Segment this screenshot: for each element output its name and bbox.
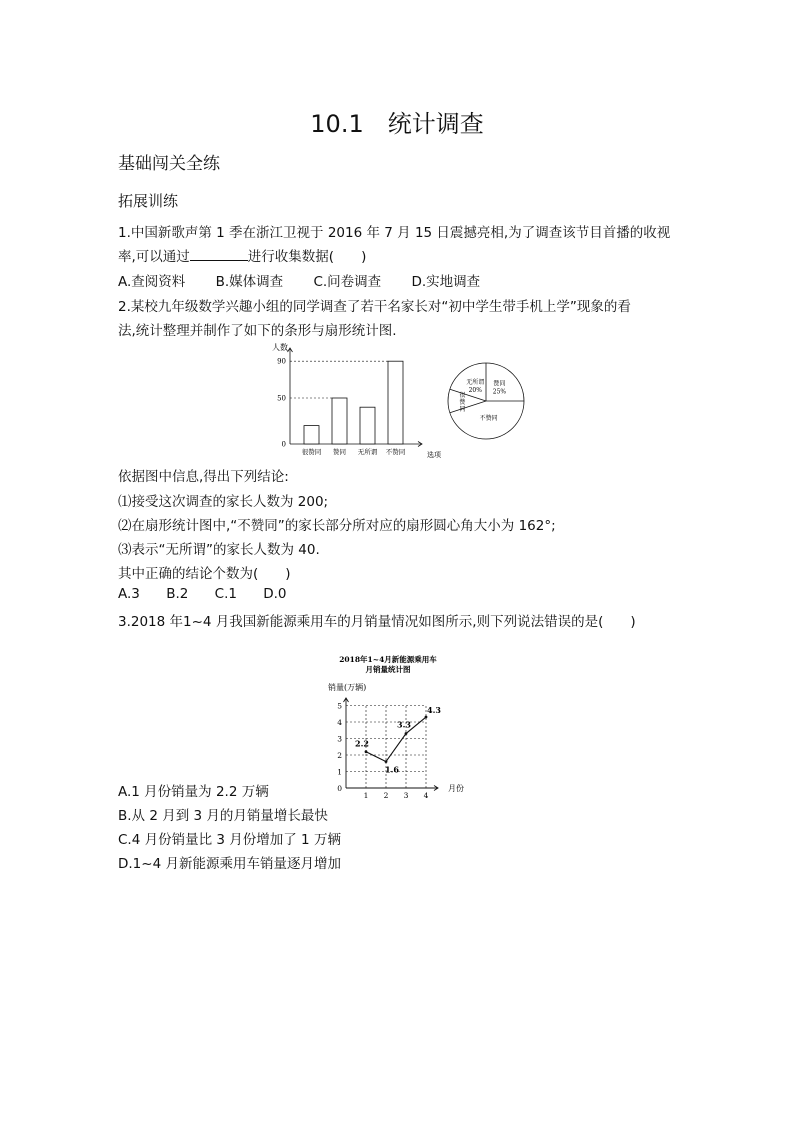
bar [332, 398, 347, 444]
bar-ytick-label: 50 [277, 394, 286, 403]
line-point-label: 1.6 [385, 764, 399, 775]
page-title: 10.1 统计调查 [310, 110, 484, 138]
line-xtick-label: 4 [423, 791, 429, 800]
q1-option-b[interactable]: B.媒体调查 [215, 274, 284, 290]
pie-slice-label: 同 [459, 406, 466, 413]
q2-statement-1: ⑴接受这次调查的家长人数为 200; [118, 494, 329, 510]
line-point-label: 4.3 [427, 705, 441, 716]
q1-option-a[interactable]: A.查阅资料 [118, 274, 186, 290]
q3-option-d[interactable]: D.1~4 月新能源乘用车销量逐月增加 [118, 856, 341, 872]
bar-chart-plot [272, 342, 442, 459]
pie-slice-percent: 20% [468, 387, 482, 395]
q2-option-d[interactable]: D.0 [263, 586, 287, 602]
line-xtick-label: 2 [383, 791, 389, 800]
line-xtick-label: 3 [403, 791, 409, 800]
line-ytick-label: 2 [337, 751, 342, 760]
q1-option-c[interactable]: C.问卷调查 [313, 274, 382, 290]
bar [388, 361, 403, 444]
pie-slice-label: 赞 [459, 399, 466, 406]
bar-category-label: 无所谓 [357, 448, 378, 456]
q3-option-a[interactable]: A.1 月份销量为 2.2 万辆 [118, 784, 269, 800]
pie-chart-plot [448, 363, 524, 439]
q1-line2-pre: 率,可以通过 [118, 249, 190, 265]
q3-option-b[interactable]: B.从 2 月到 3 月的月销量增长最快 [118, 808, 328, 824]
line-point [385, 760, 388, 763]
line-point-label: 2.2 [355, 738, 369, 749]
q2-question: 其中正确的结论个数为( ) [118, 566, 291, 582]
bar-ytick-label: 90 [277, 357, 286, 366]
line-ytick-label: 4 [337, 718, 342, 727]
line-chart-plot [337, 698, 441, 800]
q1-line1: 1.中国新歌声第 1 季在浙江卫视于 2016 年 7 月 15 日震撼亮相,为了调查该节目首播的收视 [118, 225, 671, 241]
bar-category-label: 不赞同 [385, 448, 406, 456]
bar-category-label: 很赞同 [301, 448, 322, 456]
pie-slice-label: 很 [459, 392, 466, 399]
line-ytick-label: 1 [337, 767, 342, 777]
bar-ylabel: 人数 [272, 343, 288, 352]
line-ytick-label: 0 [337, 784, 342, 793]
q3-line1: 3.2018 年1~4 月我国新能源乘用车的月销量情况如图所示,则下列说法错误的是( ) [118, 614, 636, 630]
q2-option-b[interactable]: B.2 [166, 586, 189, 602]
q2-statement-2: ⑵在扇形统计图中,“不赞同”的家长部分所对应的扇形圆心角大小为 162°; [118, 518, 556, 534]
bar-ytick-label: 0 [281, 440, 286, 449]
line-ytick-label: 5 [337, 701, 342, 711]
line-ytick-label: 3 [337, 734, 342, 744]
q2-line2: 法,统计整理并制作了如下的条形与扇形统计图. [118, 323, 397, 339]
q2-options [118, 586, 309, 602]
answer-blank[interactable] [190, 248, 248, 261]
q2-line1: 2.某校九年级数学兴趣小组的同学调查了若干名家长对“初中学生带手机上学”现象的看 [118, 299, 631, 315]
bar-chart [262, 338, 450, 460]
line-chart-title-2: 月销量统计图 [365, 665, 411, 674]
pie-slice-label: 无所谓 [466, 379, 485, 387]
q3-option-c[interactable]: C.4 月份销量比 3 月份增加了 1 万辆 [118, 832, 341, 848]
bar [304, 426, 319, 444]
pie-slice-percent: 25% [492, 388, 507, 396]
line-chart [308, 650, 488, 800]
pie-slice-label: 不赞同 [479, 414, 498, 422]
line-chart-title-1: 2018年1~4月新能源乘用车 [339, 655, 437, 664]
q2-option-a[interactable]: A.3 [118, 586, 140, 602]
subsection-heading: 拓展训练 [118, 192, 179, 210]
q2-option-c[interactable]: C.1 [214, 586, 237, 602]
q2-after-chart: 依据图中信息,得出下列结论: [118, 469, 289, 485]
line-point [425, 716, 428, 719]
line-point [365, 750, 368, 753]
line-ylabel: 销量(万辆) [328, 683, 367, 692]
line-xtick-label: 1 [363, 791, 369, 800]
pie-chart [446, 361, 526, 441]
section-heading: 基础闯关全练 [118, 154, 220, 174]
q1-options [118, 270, 506, 290]
q1-line2-post: 进行收集数据( ) [247, 249, 367, 265]
q2-statement-3: ⑶表示“无所谓”的家长人数为 40. [118, 542, 320, 558]
bar-xlabel: 选项 [427, 451, 441, 459]
line-point [405, 732, 408, 735]
bar [360, 407, 375, 444]
line-point-label: 3.3 [397, 719, 411, 730]
pie-slice-label: 赞同 [493, 380, 506, 388]
q1-option-d[interactable]: D.实地调查 [411, 274, 481, 290]
q1-line2 [118, 245, 366, 265]
bar-category-label: 赞同 [333, 448, 346, 456]
line-xlabel: 月份 [448, 784, 464, 793]
